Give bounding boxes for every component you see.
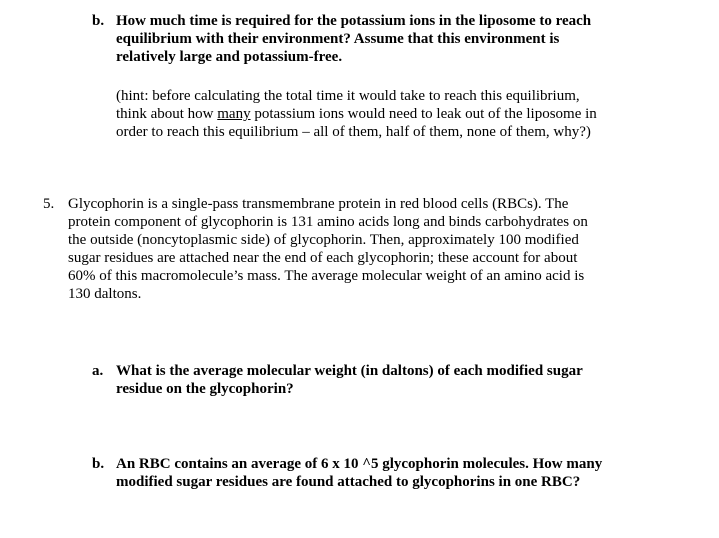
question-5-part-b [92, 455, 712, 495]
question-5-line-6: 130 daltons. [68, 286, 142, 302]
question-5-text [68, 195, 588, 303]
hint-paragraph [116, 87, 716, 147]
part-a5-line-1: What is the average molecular weight (in daltons) of each modified sugar [116, 363, 583, 379]
part-b-line-1: How much time is required for the potassium ions in the liposome to reach [116, 13, 592, 29]
question-5-line-5: 60% of this macromolecule’s mass. The average molecular weight of an amino acid is [68, 268, 585, 284]
question-5-line-1: Glycophorin is a single-pass transmembrane protein in red blood cells (RBCs). The [68, 196, 569, 212]
hint-line-2-pre: think about how [116, 106, 218, 122]
question-5-line-3: the outside (noncytoplasmic side) of glycophorin. Then, approximately 100 modified [68, 232, 579, 248]
part-b5-text [116, 455, 602, 491]
question-5 [43, 195, 683, 310]
part-b-line-3: relatively large and potassium-free. [116, 49, 343, 65]
part-a5-label: a. [92, 363, 104, 379]
hint-line-1: (hint: before calculating the total time it would take to reach this equilibrium, [116, 88, 580, 104]
hint-underlined-word: many [217, 106, 251, 122]
part-b-label: b. [92, 13, 105, 29]
hint-line-2 [116, 105, 716, 123]
hint-line-2-post: potassium ions would need to leak out of the liposome in [250, 106, 597, 122]
part-b-line-2: equilibrium with their environment? Assume that this environment is [116, 31, 560, 47]
question-part-b [92, 12, 692, 72]
hint-line-3: order to reach this equilibrium – all of them, half of them, none of them, why?) [116, 124, 591, 140]
question-5-label: 5. [43, 196, 55, 212]
part-b5-line-2: modified sugar residues are found attached to glycophorins in one RBC? [116, 474, 581, 490]
part-b-text [116, 12, 591, 66]
part-a5-text [116, 362, 583, 398]
part-b5-line-1: An RBC contains an average of 6 x 10 ^5 glycophorin molecules. How many [116, 456, 603, 472]
question-5-part-a [92, 362, 692, 402]
question-5-line-4: sugar residues are attached near the end of each glycophorin; these account for about [68, 250, 578, 266]
part-a5-line-2: residue on the glycophorin? [116, 381, 294, 397]
question-5-line-2: protein component of glycophorin is 131 amino acids long and binds carbohydrates on [68, 214, 588, 230]
part-b5-label: b. [92, 456, 105, 472]
